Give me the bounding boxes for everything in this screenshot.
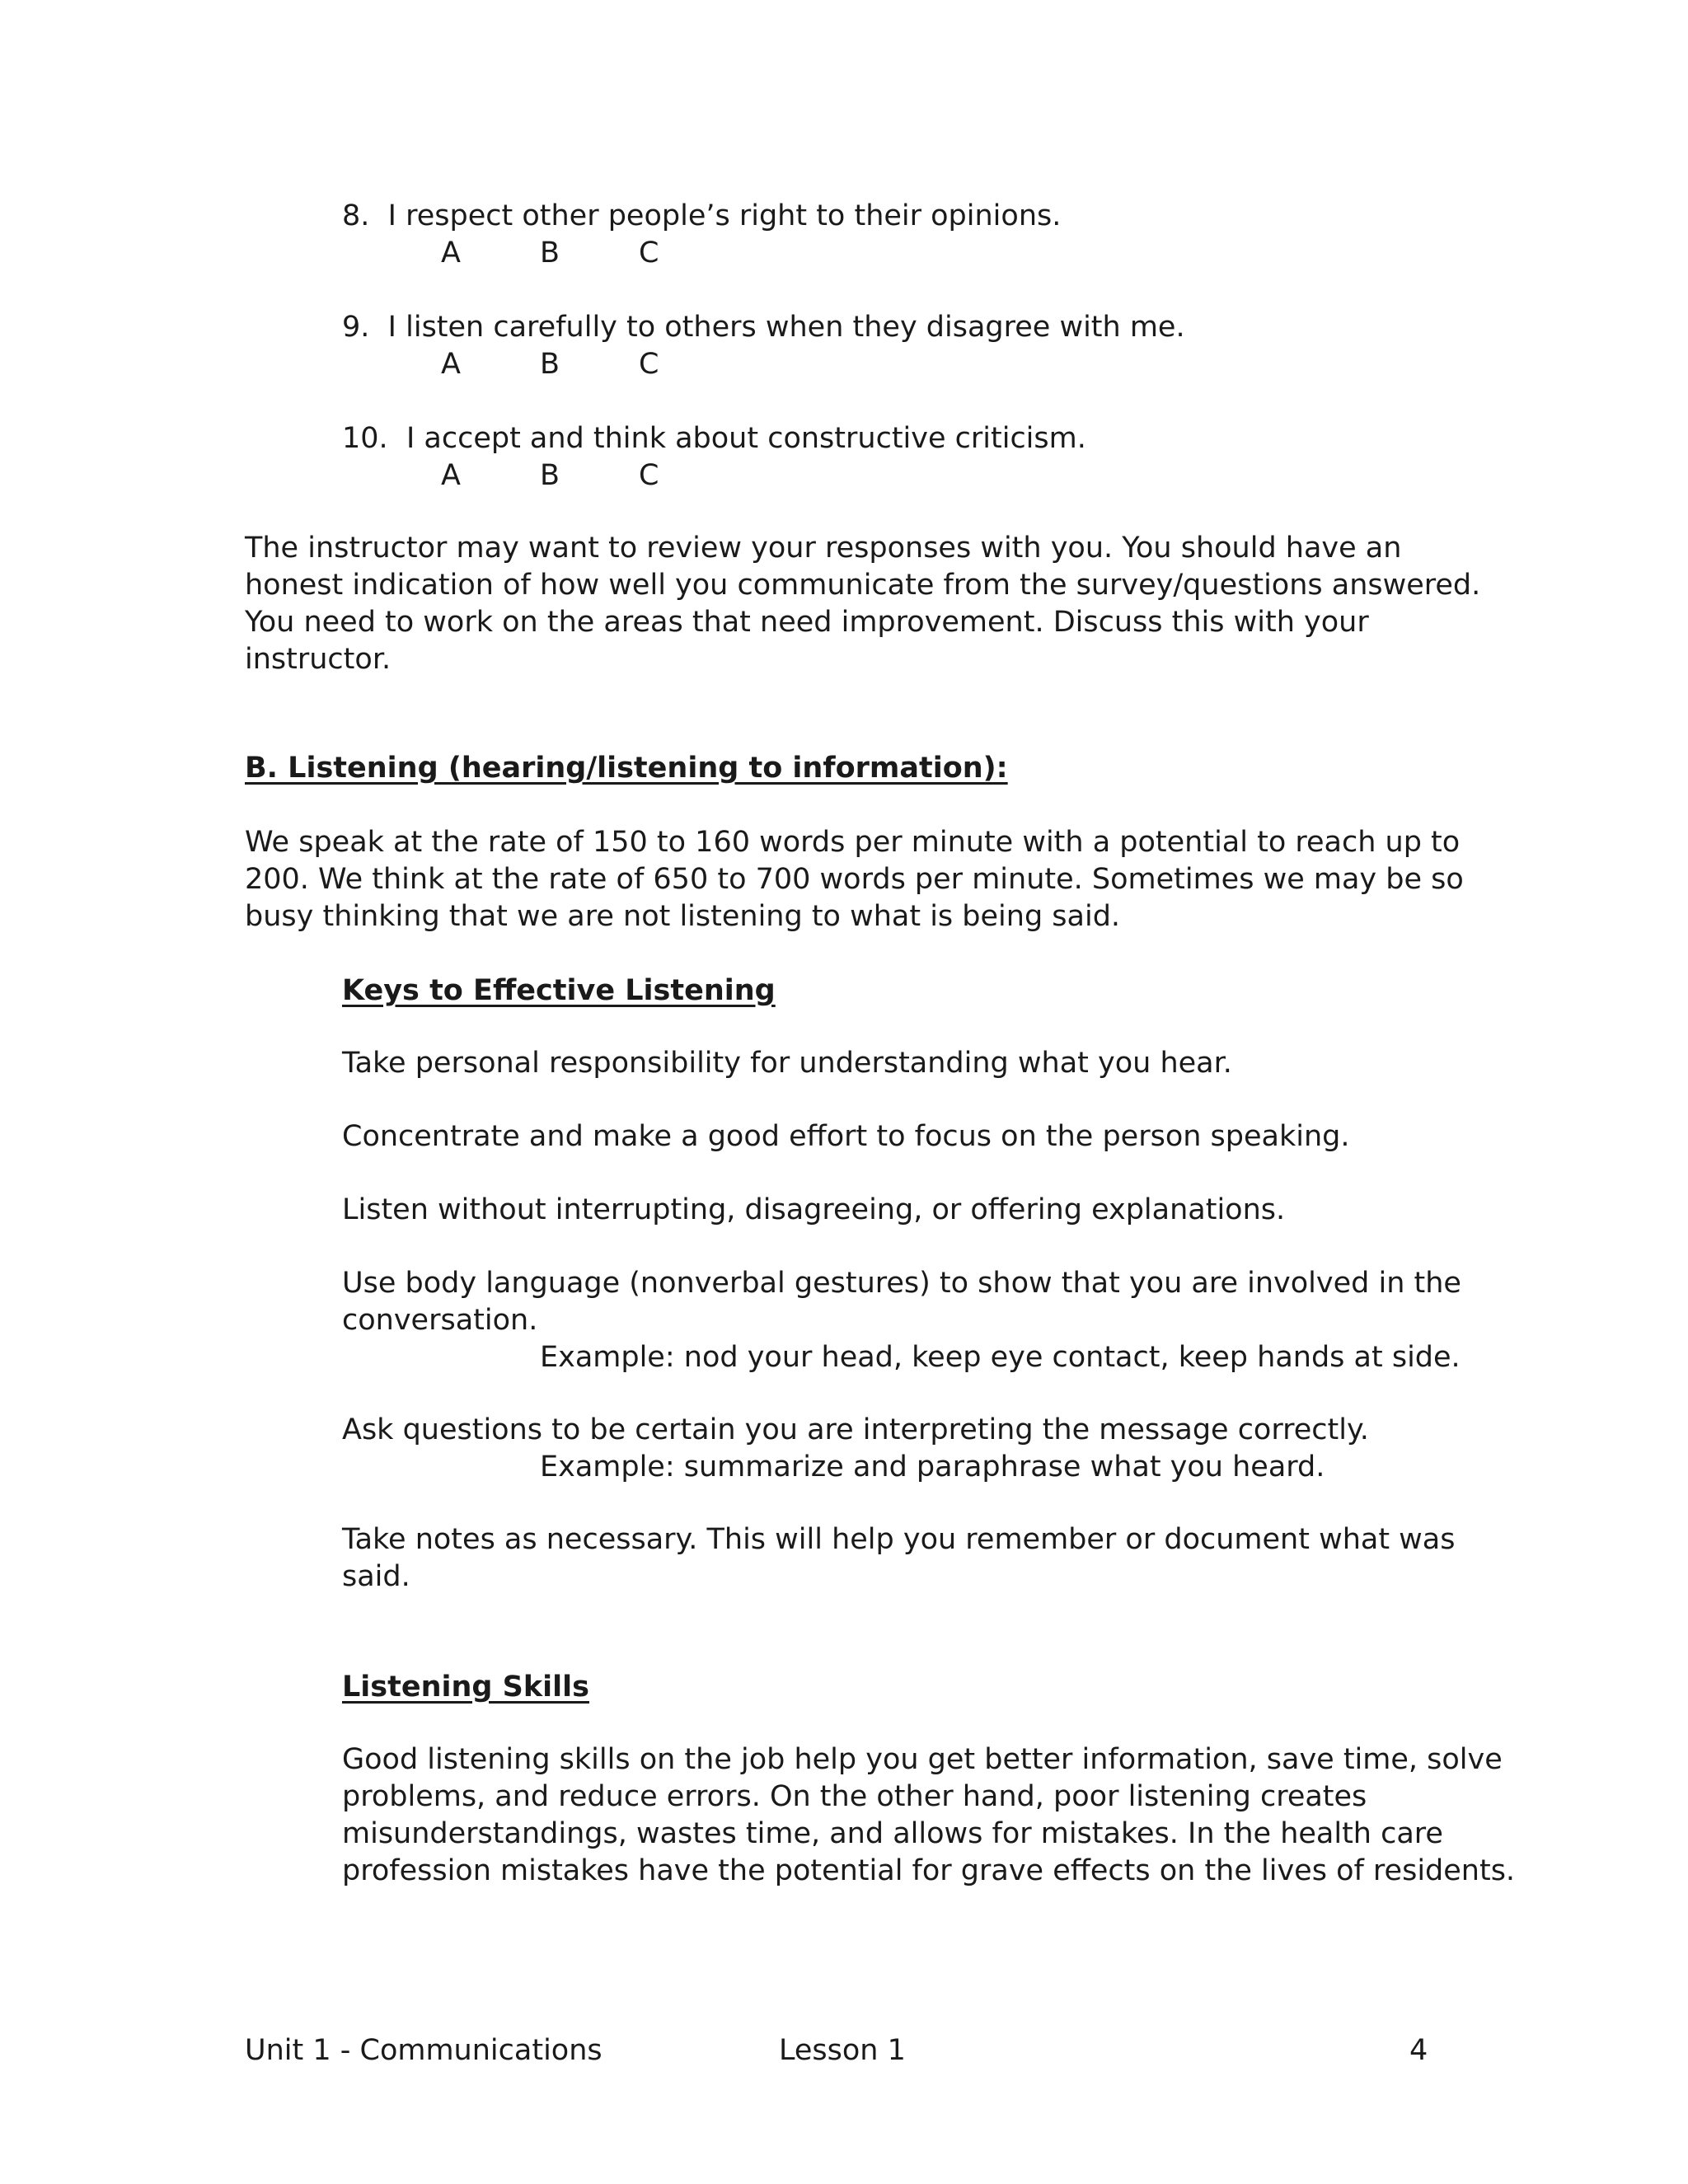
paragraph-line: profession mistakes have the potential for grave effects on the lives of residents. (342, 1854, 1516, 1887)
section-b-intro (245, 824, 1464, 935)
survey-item-9 (342, 309, 1185, 346)
key-item: Take personal responsibility for understanding what you hear. (342, 1047, 1232, 1080)
key-item (342, 1521, 1456, 1596)
paragraph-line: 200. We think at the rate of 650 to 700 words per minute. Sometimes we may be so (245, 863, 1464, 896)
footer-page-number: 4 (1409, 2034, 1428, 2067)
survey-item-9-options (441, 346, 738, 383)
key-item-example: Example: summarize and paraphrase what you heard. (540, 1451, 1325, 1483)
paragraph-line: busy thinking that we are not listening to what is being said. (245, 900, 1121, 933)
key-item-line: Ask questions to be certain you are interpreting the message correctly. (342, 1413, 1369, 1446)
option-b: B (540, 237, 560, 269)
survey-item-text: I accept and think about constructive criticism. (406, 422, 1086, 455)
paragraph-line: The instructor may want to review your responses with you. You should have an (245, 532, 1402, 565)
survey-item-number: 9. (342, 311, 370, 344)
paragraph-line: honest indication of how well you communicate from the survey/questions answered. (245, 569, 1481, 602)
survey-item-number: 8. (342, 199, 370, 232)
survey-item-10-options (441, 457, 738, 494)
footer-unit-title: Unit 1 - Communications (245, 2034, 603, 2067)
keys-heading: Keys to Effective Listening (342, 974, 776, 1007)
option-c: C (639, 459, 659, 492)
paragraph-line: problems, and reduce errors. On the other hand, poor listening creates (342, 1780, 1367, 1813)
paragraph-line: Good listening skills on the job help you get better information, save time, solve (342, 1743, 1503, 1776)
key-item-line: conversation. (342, 1304, 538, 1337)
key-item-line: Take notes as necessary. This will help you remember or document what was (342, 1523, 1456, 1556)
survey-item-10 (342, 420, 1086, 457)
key-item (342, 1265, 1461, 1376)
key-item-example: Example: nod your head, keep eye contact, keep hands at side. (540, 1341, 1461, 1374)
option-c: C (639, 348, 659, 381)
option-c: C (639, 237, 659, 269)
paragraph-line: We speak at the rate of 150 to 160 words per minute with a potential to reach up to (245, 826, 1461, 859)
survey-item-8-options (441, 235, 738, 272)
option-b: B (540, 348, 560, 381)
option-a: A (441, 459, 461, 492)
survey-item-text: I respect other people’s right to their opinions. (387, 199, 1062, 232)
key-item-line: said. (342, 1560, 410, 1593)
key-item (342, 1412, 1369, 1486)
survey-item-number: 10. (342, 422, 388, 455)
option-a: A (441, 237, 461, 269)
survey-item-text: I listen carefully to others when they disagree with me. (387, 311, 1185, 344)
paragraph-line: misunderstandings, wastes time, and allows for mistakes. In the health care (342, 1817, 1443, 1850)
review-paragraph (245, 530, 1480, 678)
section-b-heading: B. Listening (hearing/listening to information): (245, 752, 1008, 785)
key-item-line: Use body language (nonverbal gestures) to show that you are involved in the (342, 1267, 1461, 1300)
skills-paragraph (342, 1741, 1515, 1890)
key-item: Concentrate and make a good effort to focus on the person speaking. (342, 1120, 1350, 1153)
paragraph-line: You need to work on the areas that need improvement. Discuss this with your (245, 606, 1369, 639)
skills-heading: Listening Skills (342, 1671, 589, 1704)
key-item: Listen without interrupting, disagreeing, or offering explanations. (342, 1193, 1286, 1226)
option-b: B (540, 459, 560, 492)
survey-item-8 (342, 198, 1061, 235)
paragraph-line: instructor. (245, 643, 392, 676)
option-a: A (441, 348, 461, 381)
footer-lesson: Lesson 1 (779, 2034, 906, 2067)
